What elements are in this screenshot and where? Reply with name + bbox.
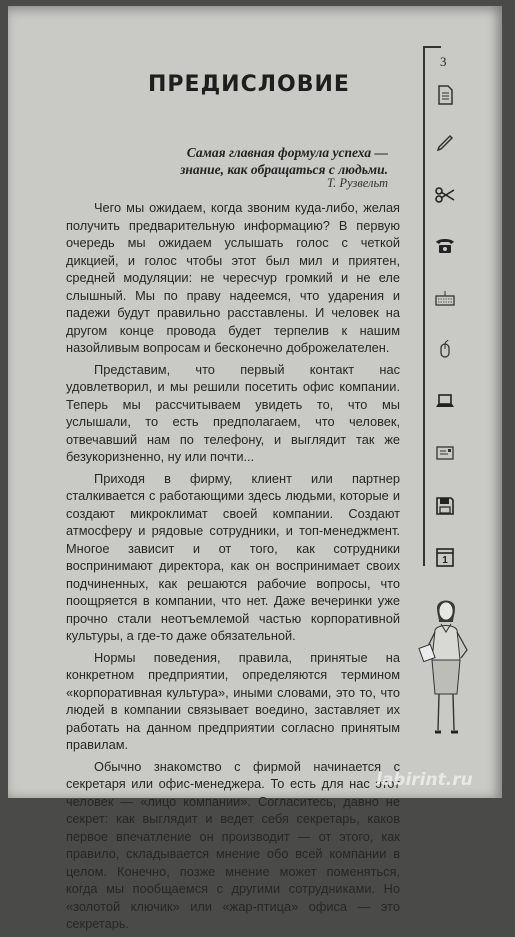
laptop-icon xyxy=(432,388,458,414)
calendar-icon xyxy=(432,544,458,570)
paragraph: Представим, что первый контакт нас удовлетворил, и мы решили посетить офис компании. Теперь мы рассчитываем увидеть то, что мы услышали, то есть предполагаем, что человек, отвечавший нам по телефону, и выглядит так же безукоризненно, ну или почти... xyxy=(66,361,400,464)
keyboard-icon xyxy=(432,286,458,312)
scissors-icon xyxy=(432,182,458,208)
epigraph-line: Самая главная формула успеха — xyxy=(186,145,388,160)
sidebar-divider-top xyxy=(423,46,441,48)
paragraph: Приходя в фирму, клиент или партнер сталкивается с работающими здесь людьми, которые и создают микроклимат своей компании. Создают атмосферу и рядовые сотрудники, и топ-менеджмент. Многое зависит и от того, как сотрудники воспринимают директора, как он воспринимает своих подчиненных, как решаются рабочие вопросы, что поощряется в компании, что нет. Даже вечеринки уже прочно стали неотъемлемой частью корпоративной культуры, а где-то даже обязательной. xyxy=(66,470,400,643)
telephone-icon xyxy=(432,232,458,258)
page-title: ПРЕДИСЛОВИЕ xyxy=(148,72,350,97)
epigraph xyxy=(118,144,388,178)
pen-icon xyxy=(432,130,458,156)
floppy-disk-icon xyxy=(432,493,458,519)
document-icon xyxy=(432,82,458,108)
sidebar-divider xyxy=(423,46,425,566)
page-number: 3 xyxy=(440,54,447,69)
body-text xyxy=(66,199,400,937)
book-page xyxy=(8,6,502,931)
epigraph-author: Т. Рузвельт xyxy=(327,176,388,190)
paragraph: Чего мы ожидаем, когда звоним куда-либо, желая получить предварительную информацию? В первую очередь мы ожидаем услышать голос с четкой дикцией, и голос чтобы этот был мил и приятен, средней модуляции: не чересчур громкий и не еле слышный. Мы по праву надеемся, что ударения и падежи будут правильно расставлены. И человек на другом конце провода будет терпелив к нашим назойливым вопросам и бесконечно доброжелателен. xyxy=(66,200,400,355)
paragraph: Нормы поведения, правила, принятые на конкретном предприятии, определяются термином «корпоративная культура», иными словами, это то, что людей в компании связывает воедино, заставляет их работать на данном предприятии согласно принятым правилам. xyxy=(66,649,400,752)
epigraph-line: знание, как обращаться с людьми. xyxy=(180,162,388,177)
secretary-illustration xyxy=(413,594,479,744)
calendar-icon-number: 1 xyxy=(442,555,448,566)
envelope-icon xyxy=(432,440,458,466)
mouse-icon xyxy=(432,337,458,363)
paragraph: Обычно знакомство с фирмой начинается с секретаря или офис-менеджера. То есть для нас этот человек — «лицо компании». Согласитесь, давно не секрет: как выглядит и ведет себя секретарь, каков первое впечатление он производит — от этого, как правило, складывается мнение обо всей компании в целом. Конечно, позже мнение может поменяться, когда мы пообщаемся с другими сотрудниками. Но «золотой ключик» или «жар-птица» офиса — это секретарь. xyxy=(66,758,400,931)
watermark: labirint.ru xyxy=(376,770,473,790)
